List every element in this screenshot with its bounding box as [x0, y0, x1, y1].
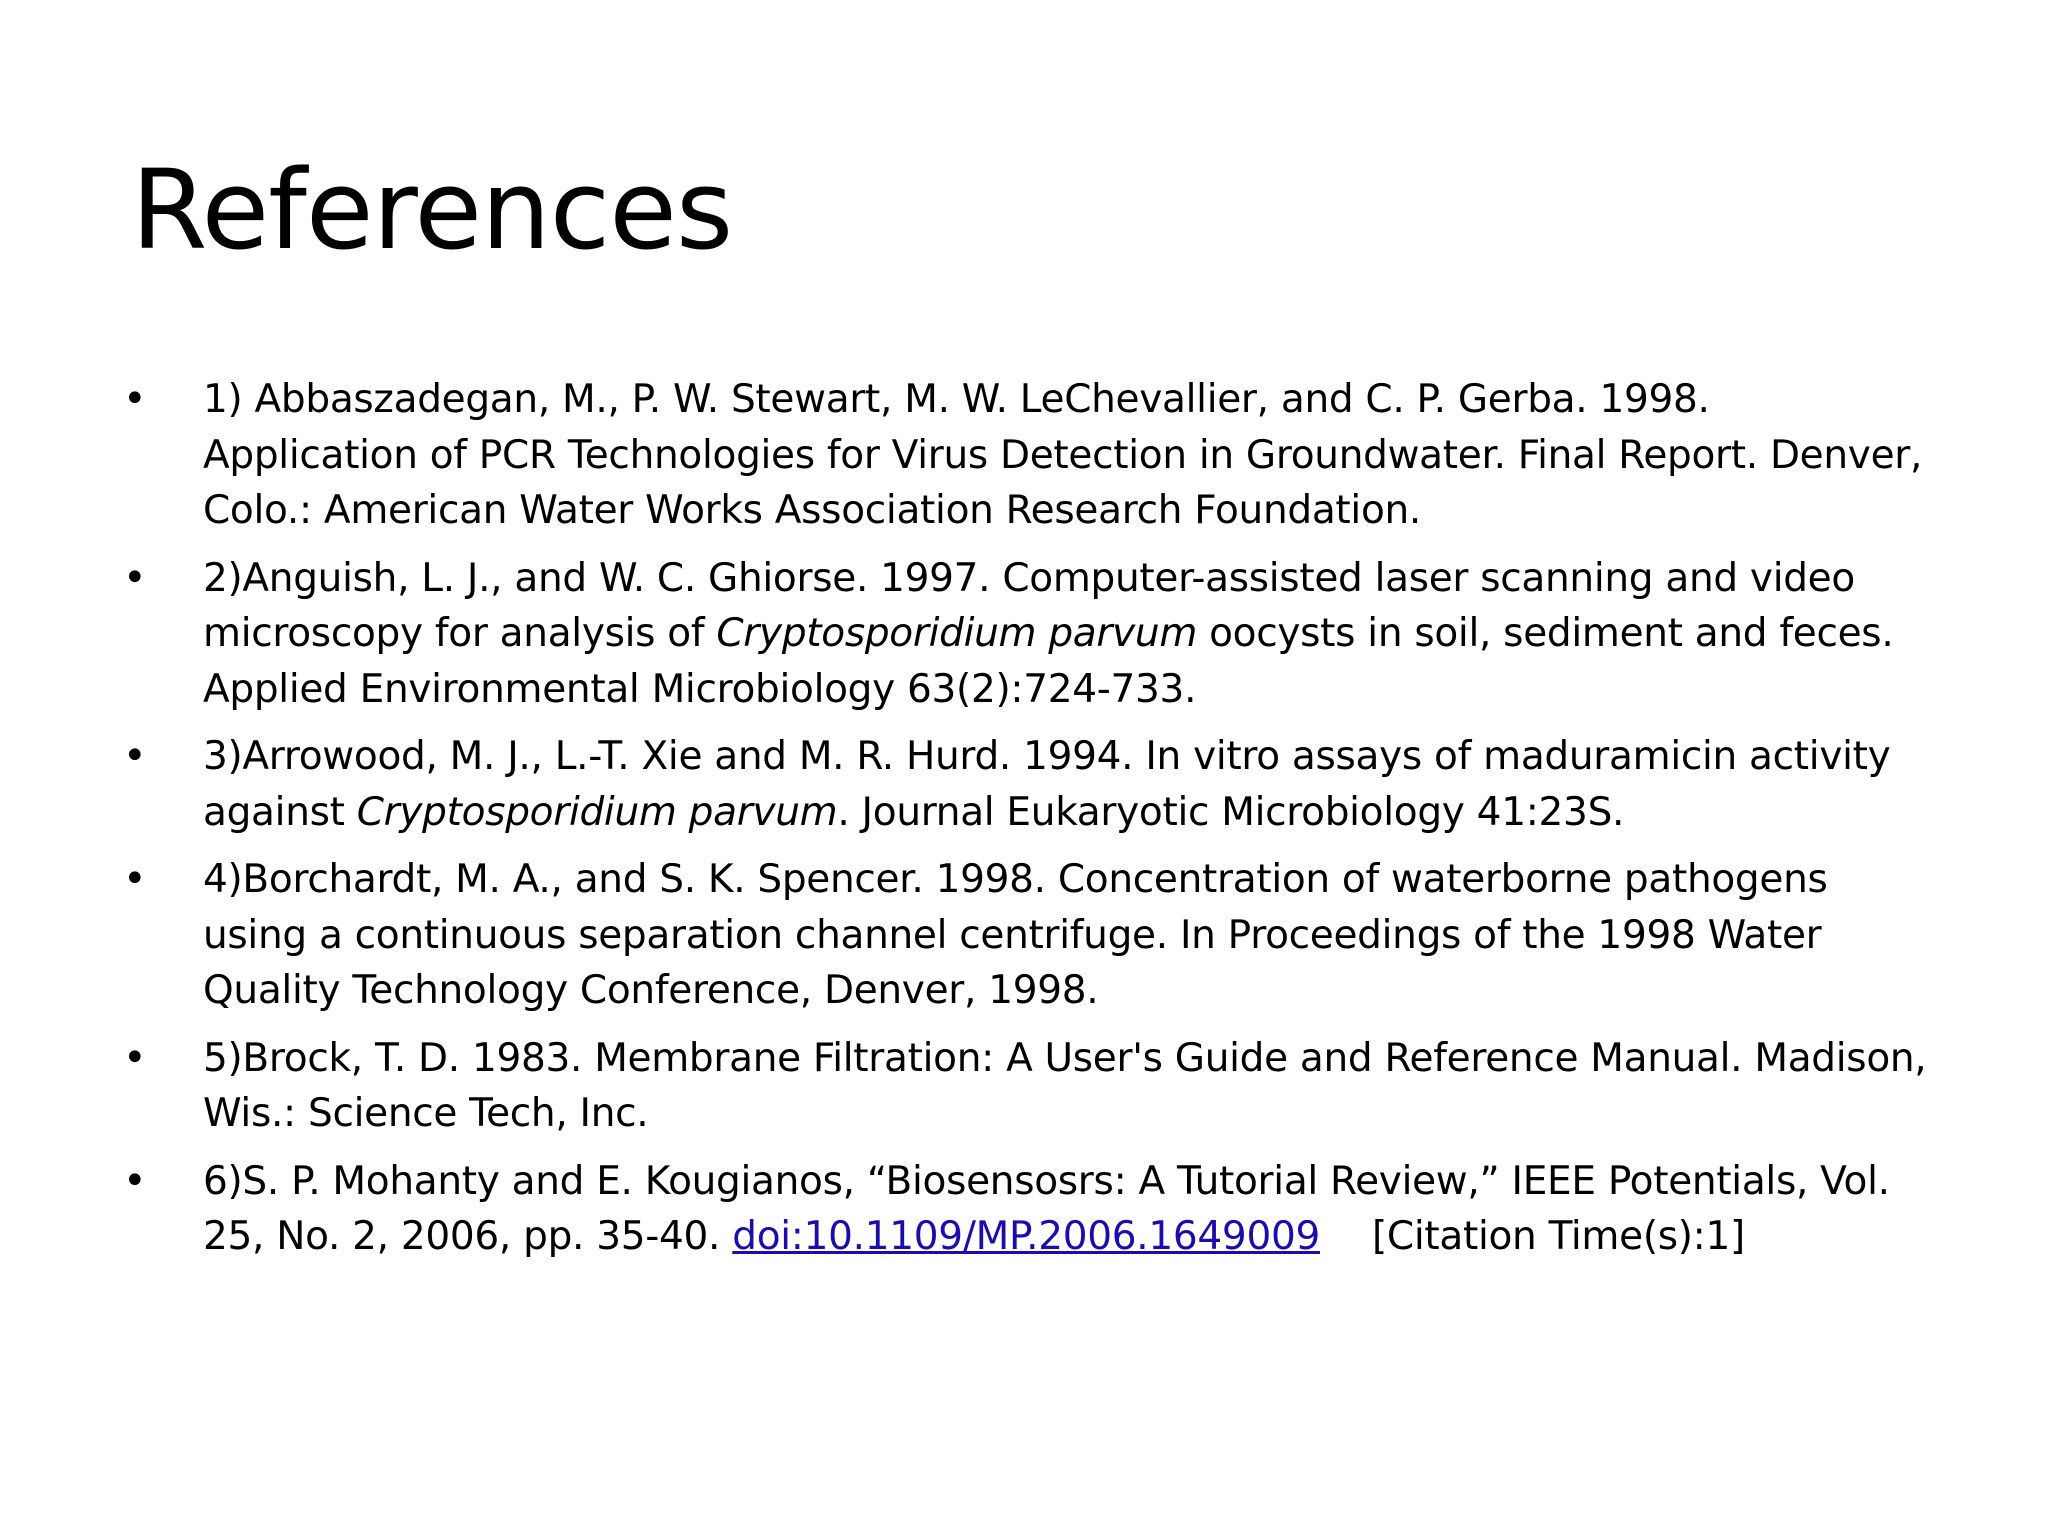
- reference-list: [0, 372, 2048, 1277]
- reference-text-part: 6)S. P. Mohanty and E. Kougianos, “Biosensosrs: A Tutorial Review,” IEEE Potentials, Vol. 25, No. 2, 2006, pp. 35-40.: [203, 1158, 1890, 1259]
- citation-count: [Citation Time(s):1]: [1372, 1214, 1745, 1259]
- doi-link[interactable]: doi:10.1109/MP.2006.1649009: [732, 1214, 1320, 1259]
- bullet-icon: •: [123, 376, 147, 422]
- slide-title: References: [131, 146, 733, 274]
- bullet-icon: •: [123, 554, 147, 601]
- bullet-icon: •: [123, 856, 147, 902]
- reference-item-4: [0, 852, 2048, 1019]
- bullet-icon: •: [123, 1034, 147, 1081]
- reference-item-3: [0, 729, 2048, 840]
- reference-text-part: oocysts in soil, sediment and feces. Applied Environmental Microbiology 63(2):724-733.: [203, 611, 1894, 712]
- reference-text-part: 4)Borchardt, M. A., and S. K. Spencer. 1998. Concentration of waterborne pathogens using a continuous separation channel centrifuge. In Proceedings of the 1998 Water Quality Technology Conference, Denver, 1998.: [203, 857, 1828, 1013]
- bullet-icon: •: [123, 1157, 147, 1204]
- reference-text-part: 5)Brock, T. D. 1983. Membrane Filtration: A User's Guide and Reference Manual. Madison, Wis.: Science Tech, Inc.: [203, 1035, 1927, 1136]
- reference-text: [203, 1154, 1933, 1265]
- species-name: Cryptosporidium parvum: [356, 789, 838, 835]
- reference-text-part: 2)Anguish, L. J., and W. C. Ghiorse. 1997. Computer-assisted laser scanning and video microscopy for analysis of: [203, 555, 1855, 656]
- reference-item-1: [0, 372, 2048, 539]
- bullet-icon: •: [123, 733, 147, 779]
- species-name: Cryptosporidium parvum: [716, 611, 1198, 656]
- reference-text-part: . Journal Eukaryotic Microbiology 41:23S.: [837, 789, 1625, 835]
- reference-text: [203, 372, 1933, 539]
- reference-item-6: [0, 1154, 2048, 1265]
- reference-text: [203, 1031, 1933, 1142]
- reference-text: [203, 852, 1933, 1019]
- reference-text: [203, 551, 1933, 718]
- reference-text: [203, 729, 1933, 840]
- reference-text-part: 1) Abbaszadegan, M., P. W. Stewart, M. W. LeChevallier, and C. P. Gerba. 1998. Application of PCR Technologies for Virus Detection in Groundwater. Final Report. Denver, Colo.: American Water Works Association Research Foundation.: [203, 377, 1923, 533]
- reference-item-2: [0, 551, 2048, 718]
- reference-item-5: [0, 1031, 2048, 1142]
- reference-text-part: 3)Arrowood, M. J., L.-T. Xie and M. R. Hurd. 1994. In vitro assays of maduramicin activity against: [203, 734, 1891, 835]
